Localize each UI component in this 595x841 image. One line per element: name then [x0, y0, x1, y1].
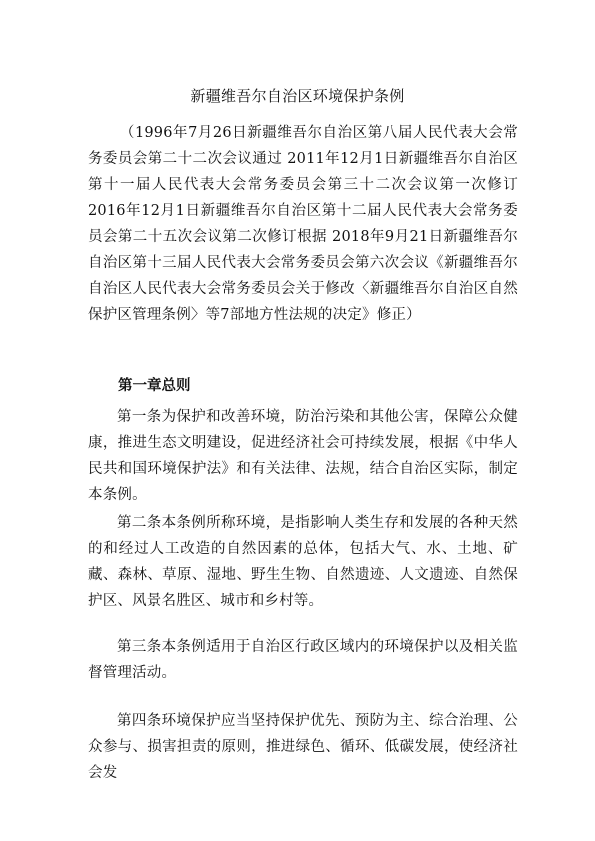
- document-title: 新疆维吾尔自治区环境保护条例: [190, 87, 405, 105]
- chapter-heading: 第一章总则: [118, 378, 191, 394]
- article-2-paragraph: 第二条本条例所称环境，是指影响人类生存和发展的各种天然的和经过人工改造的自然因素的总体，包括大气、水、土地、矿藏、森林、草原、湿地、野生生物、自然遗迹、人文遗迹、自然保护区、风景名胜区、城市和乡村等。: [88, 515, 518, 609]
- article-3-paragraph: 第三条本条例适用于自治区行政区域内的环境保护以及相关监督管理活动。: [88, 639, 518, 681]
- preamble-paragraph: （1996年7月26日新疆维吾尔自治区第八届人民代表大会常务委员会第二十二次会议通过 2011年12月1日新疆维吾尔自治区第十一届人民代表大会常务委员会第三十二次会议第一次修订 2016年12月1日新疆维吾尔自治区第十二届人民代表大会常务委员会第二十五次会议第二次修订根据 2018年9月21日新疆维吾尔自治区第十三届人民代表大会常务委员会第六次会议《新疆维吾尔自治区人民代表大会常务委员会关于修改〈新疆维吾尔自治区自然保护区管理条例〉等7部地方性法规的决定》修正）: [88, 125, 518, 323]
- article-4-paragraph: 第四条环境保护应当坚持保护优先、预防为主、综合治理、公众参与、损害担责的原则，推进绿色、循环、低碳发展，使经济社会发: [88, 713, 518, 781]
- article-1-paragraph: 第一条为保护和改善环境，防治污染和其他公害，保障公众健康，推进生态文明建设，促进经济社会可持续发展，根据《中华人民共和国环境保护法》和有关法律、法规，结合自治区实际，制定本条例。: [88, 409, 518, 503]
